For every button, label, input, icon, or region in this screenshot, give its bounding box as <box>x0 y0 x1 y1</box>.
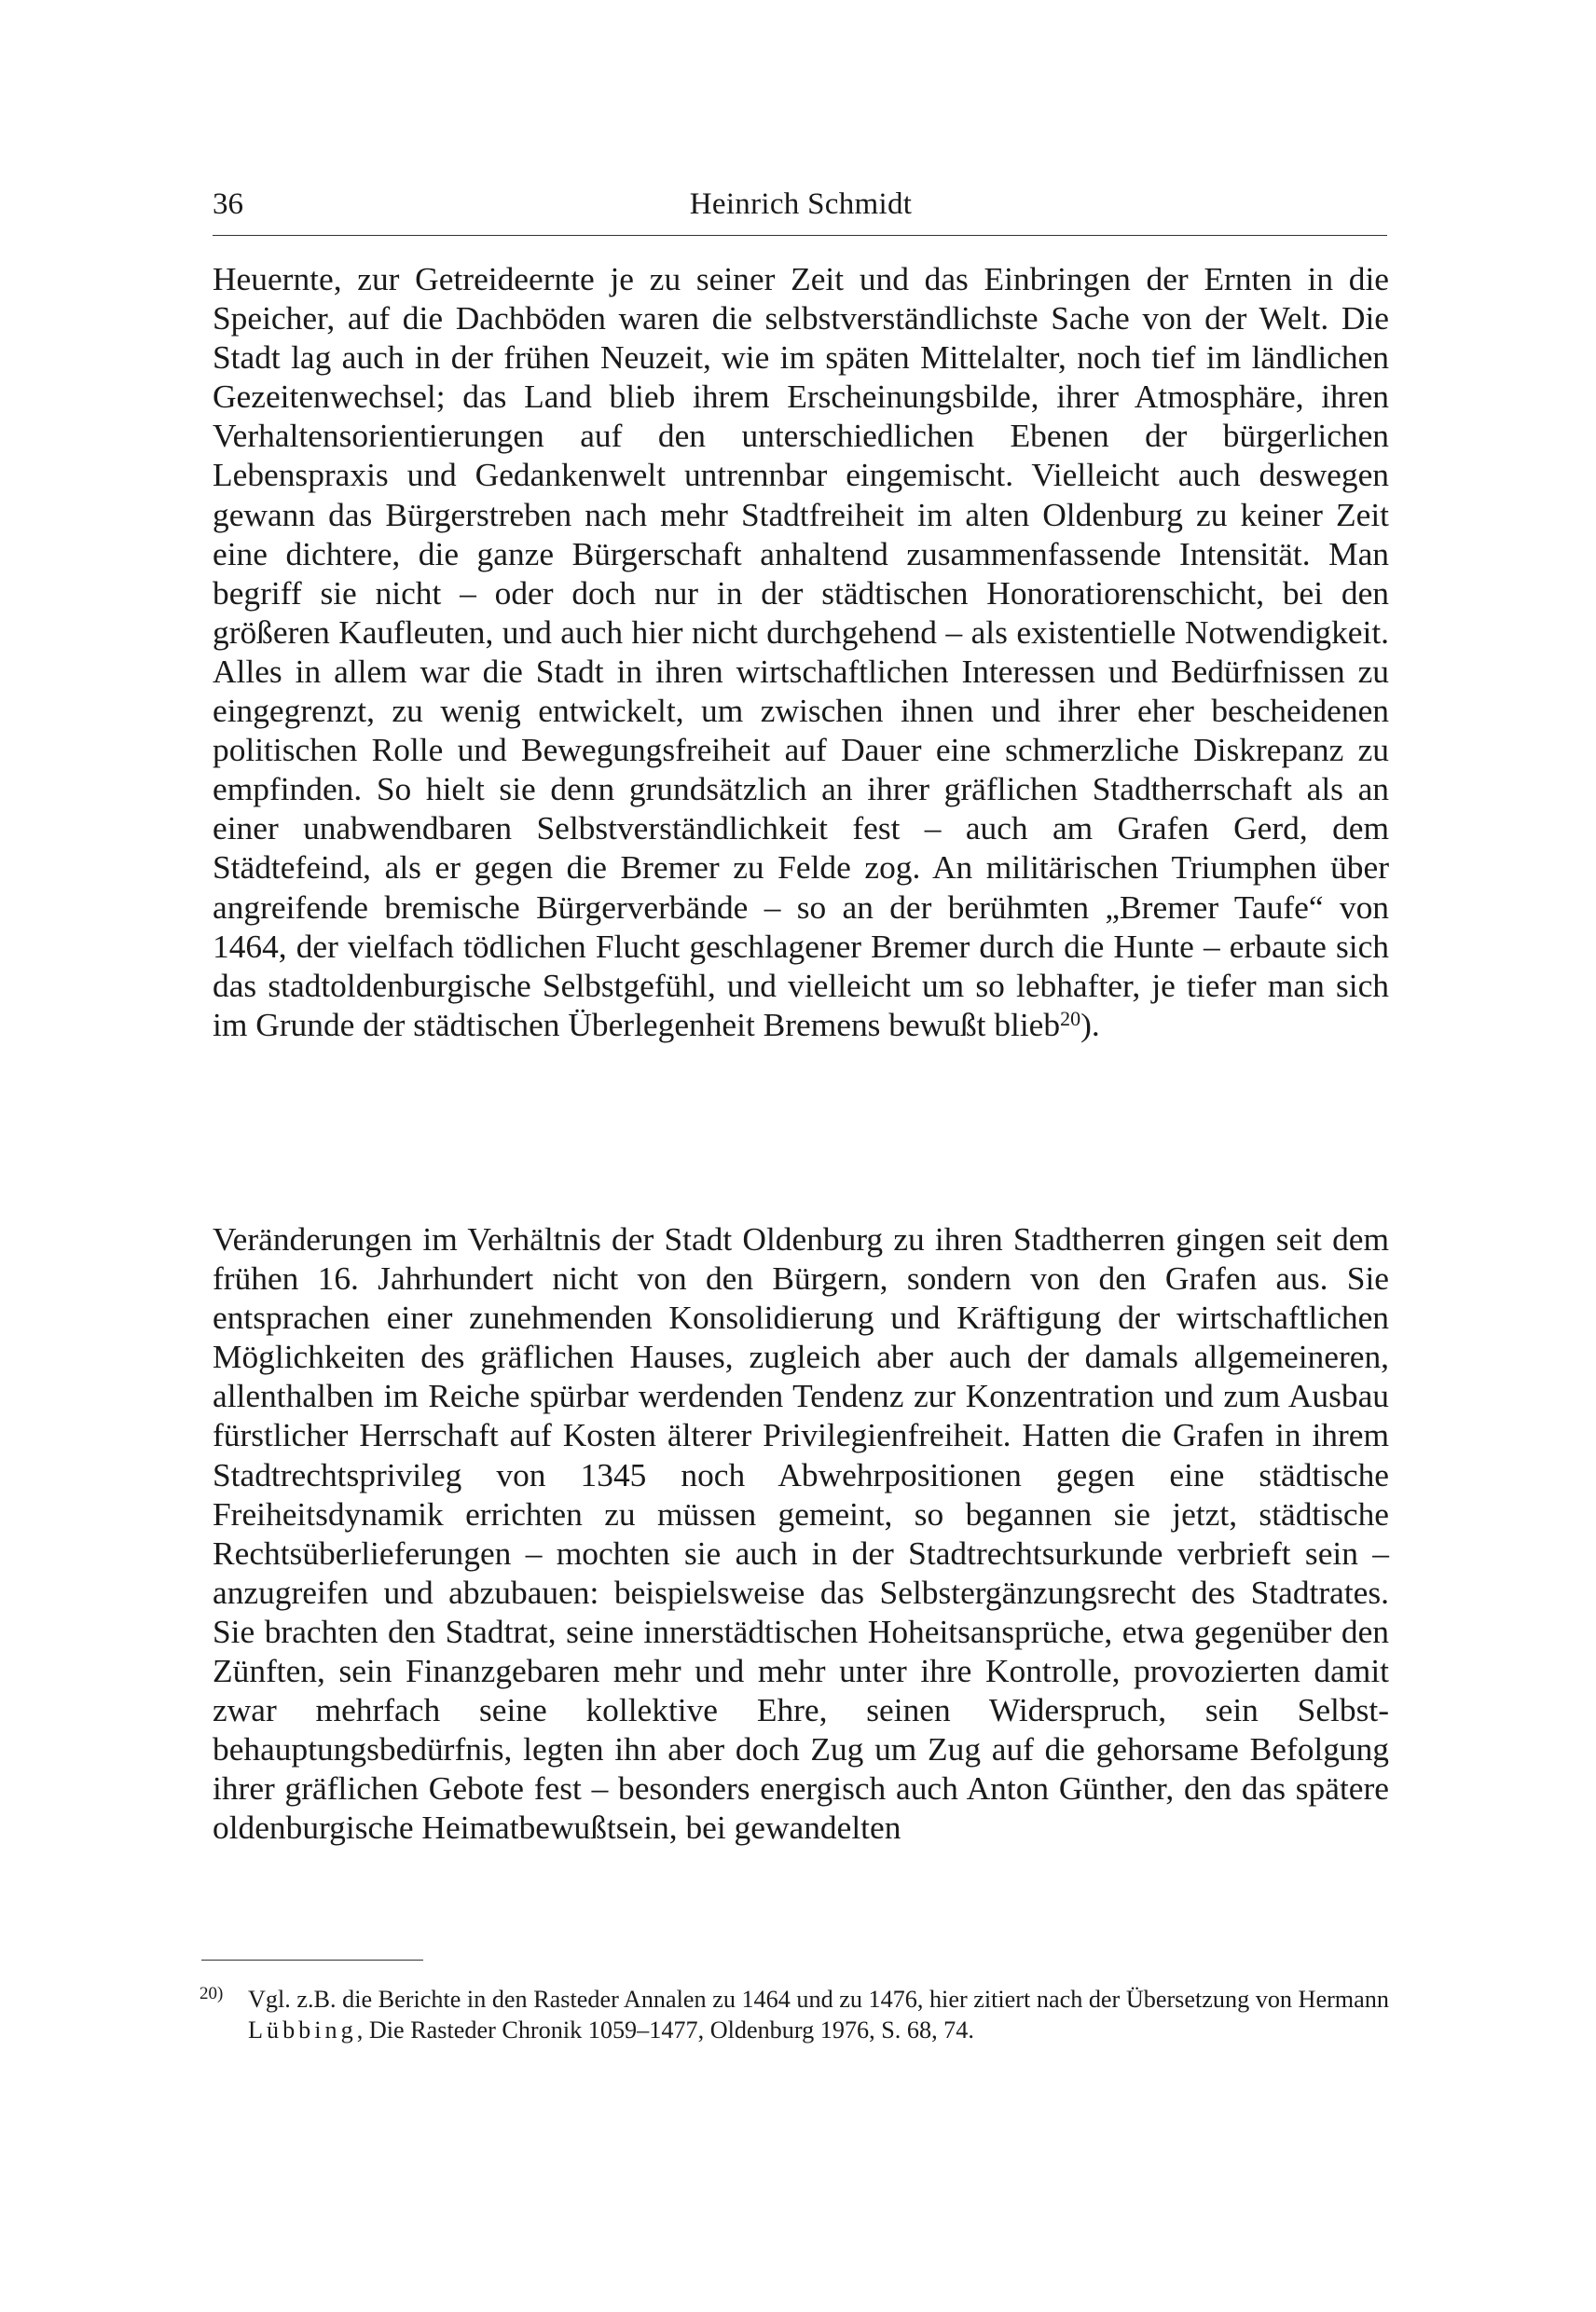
footnote-mark: 20) <box>200 1984 224 2003</box>
footnote <box>200 1984 1389 2045</box>
footnote-text-after: , Die Rasteder Chronik 1059–1477, Oldenburg 1976, S. 68, 74. <box>356 2016 974 2044</box>
footnote-text-before: Vgl. z.B. die Berichte in den Rasteder Annalen zu 1464 und zu 1476, hier zitiert nach der Übersetzung von Hermann <box>248 1986 1389 2013</box>
paragraph-text-end: ). <box>1080 1005 1100 1043</box>
running-head-author: Heinrich Schmidt <box>689 187 913 221</box>
body-paragraph <box>213 1219 1389 1848</box>
footnote-author-name: Lübbing <box>248 2016 357 2044</box>
footnote-rule <box>201 1960 423 1961</box>
footnote-text <box>248 1984 1389 2045</box>
running-head <box>213 183 1389 226</box>
paragraph-text: Veränderungen im Verhältnis der Stadt Oldenburg zu ihren Stadtherren gingen seit dem frühen 16. Jahrhundert nicht von den Bürgern, sondern von den Grafen aus. Sie entsprachen einer zunehmenden Konsolidierung und Kräftigung der wirtschaftlichen Möglichkeiten des gräflichen Hauses, zugleich aber auch der damals allgemeineren, allenthalben im Reiche spürbar werdenden Tendenz zur Konzentration und zum Ausbau fürstlicher Herrschaft auf Kosten älterer Privilegienfreiheit. Hatten die Grafen in ihrem Stadtrechtsprivileg von 1345 noch Abwehrpositionen gegen eine städtische Freiheitsdynamik errichten zu müssen gemeint, so begannen sie jetzt, städtische Rechtsüberlieferungen – mochten sie auch in der Stadtrechtsurkunde verbrieft sein – anzugreifen und abzubauen: beispielsweise das Selbstergänzungsrecht des Stadtrates. Sie brachten den Stadtrat, seine innerstädtischen Hoheitsansprüche, etwa gegenüber den Zünften, sein Finanzgebaren mehr und mehr unter ihre Kontrolle, provozierten damit zwar mehrfach seine kollektive Ehre, seinen Widerspruch, sein Selbstbehauptungsbedürfnis, legten ihn aber doch Zug um Zug auf die gehorsame Befolgung ihrer gräflichen Gebote fest – besonders energisch auch Anton Günther, den das spätere oldenburgische Heimatbewußtsein, bei gewandelten <box>213 1220 1389 1847</box>
footnote-reference[interactable]: 20 <box>1060 1006 1081 1030</box>
page-number: 36 <box>213 187 243 221</box>
header-rule <box>213 235 1387 236</box>
body-paragraph <box>213 259 1389 1044</box>
paragraph-text: Heuernte, zur Getreideernte je zu seiner Zeit und das Einbringen der Ernten in die Speicher, auf die Dachböden waren die selbstverständlichste Sache von der Welt. Die Stadt lag auch in der frühen Neuzeit, wie im späten Mittelalter, noch tief im ländlichen Gezeitenwechsel; das Land blieb ihrem Erscheinungsbilde, ihrer Atmosphäre, ihren Verhaltensorientierungen auf den unterschiedlichen Ebenen der bürgerlichen Lebenspraxis und Gedankenwelt untrennbar eingemischt. Vielleicht auch deswegen gewann das Bürgerstreben nach mehr Stadtfreiheit im alten Oldenburg zu keiner Zeit eine dichtere, die ganze Bürgerschaft anhaltend zusammenfassende Intensität. Man begriff sie nicht – oder doch nur in der städtischen Honoratiorenschicht, bei den größeren Kaufleuten, und auch hier nicht durchgehend – als existentielle Notwendigkeit. Alles in allem war die Stadt in ihren wirtschaftlichen Interessen und Bedürfnissen zu eingegrenzt, zu wenig entwickelt, um zwischen ihnen und ihrer eher bescheidenen politischen Rolle und Bewegungsfreiheit auf Dauer eine schmerzliche Diskrepanz zu empfinden. So hielt sie denn grundsätzlich an ihrer gräflichen Stadtherrschaft als an einer unabwendbaren Selbstverständlichkeit fest – auch am Grafen Gerd, dem Städtefeind, als er gegen die Bremer zu Felde zog. An militärischen Triumphen über angreifende bremische Bürgerverbände – so an der berühmten „Bremer Taufe“ von 1464, der vielfach tödlichen Flucht geschlagener Bremer durch die Hunte – erbaute sich das stadtoldenburgische Selbstgefühl, und vielleicht um so lebhafter, je tiefer man sich im Grunde der städtischen Überlegenheit Bremens bewußt blieb <box>213 260 1389 1043</box>
